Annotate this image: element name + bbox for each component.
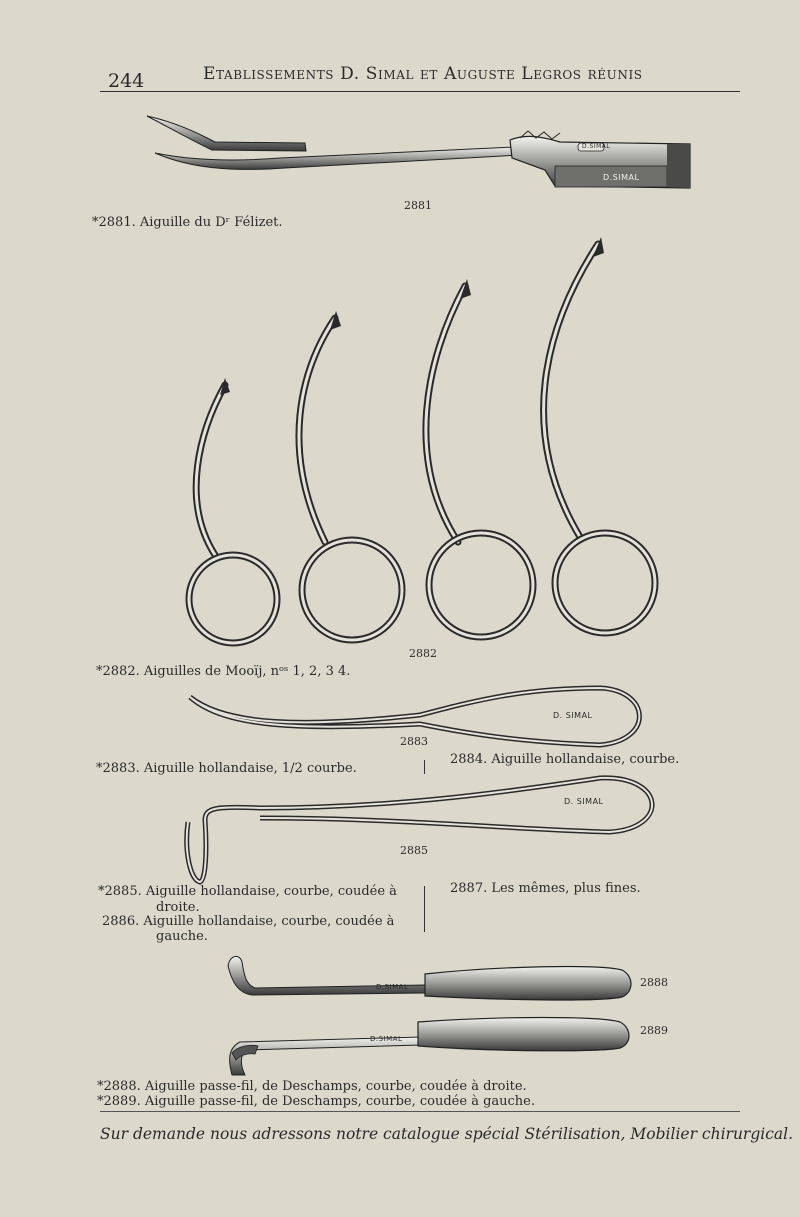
running-title: Etablissements D. Simal et Auguste Legros réunis: [203, 64, 643, 84]
caption-2883: *2883. Aiguille hollandaise, 1/2 courbe.: [96, 761, 357, 776]
caption-2885-line1: *2885. Aiguille hollandaise, courbe, coudée à: [98, 884, 397, 899]
brand-mark-2883: D. SIMAL: [553, 711, 593, 720]
brand-mark-2889: D.SIMAL: [370, 1035, 403, 1043]
caption-2889: *2889. Aiguille passe-fil, de Deschamps, courbe, coudée à gauche.: [97, 1094, 536, 1109]
footer-rule: [100, 1111, 740, 1112]
figure-label-2888: 2888: [640, 976, 668, 989]
footer-note: Sur demande nous adressons notre catalogue spécial Stérilisation, Mobilier chirurgical.: [100, 1125, 794, 1143]
brand-mark-2888: D.SIMAL: [376, 983, 409, 991]
caption-2888: *2888. Aiguille passe-fil, de Deschamps, courbe, coudée à droite.: [97, 1079, 527, 1094]
caption-2887: 2887. Les mêmes, plus fines.: [450, 881, 641, 896]
column-divider-2885: [424, 886, 425, 932]
figure-label-2881: 2881: [404, 199, 432, 212]
brand-mark-2881-small: D.SIMAL: [582, 143, 611, 150]
figure-label-2882: 2882: [409, 647, 437, 660]
instrument-2889: [230, 1018, 629, 1076]
brand-mark-2885: D. SIMAL: [564, 797, 604, 806]
brand-mark-2881: D.SIMAL: [603, 173, 640, 182]
figure-label-2883: 2883: [400, 735, 428, 748]
caption-2882: *2882. Aiguilles de Mooïj, nᵒˢ 1, 2, 3 4.: [96, 664, 351, 679]
figure-label-2885: 2885: [400, 844, 428, 857]
caption-2886-line2: gauche.: [156, 929, 208, 944]
instrument-2885: [187, 778, 652, 882]
caption-2884: 2884. Aiguille hollandaise, courbe.: [450, 752, 680, 767]
instrument-2888: [228, 956, 631, 1000]
caption-2886-line1: 2886. Aiguille hollandaise, courbe, coudée à: [102, 914, 395, 929]
caption-2885-line2: droite.: [156, 900, 200, 915]
caption-2881: *2881. Aiguille du Dʳ Félizet.: [92, 215, 283, 230]
page-number: 244: [108, 70, 145, 92]
figure-label-2889: 2889: [640, 1024, 668, 1037]
column-divider-2883: [424, 760, 425, 774]
instrument-2882-set: [189, 237, 655, 643]
